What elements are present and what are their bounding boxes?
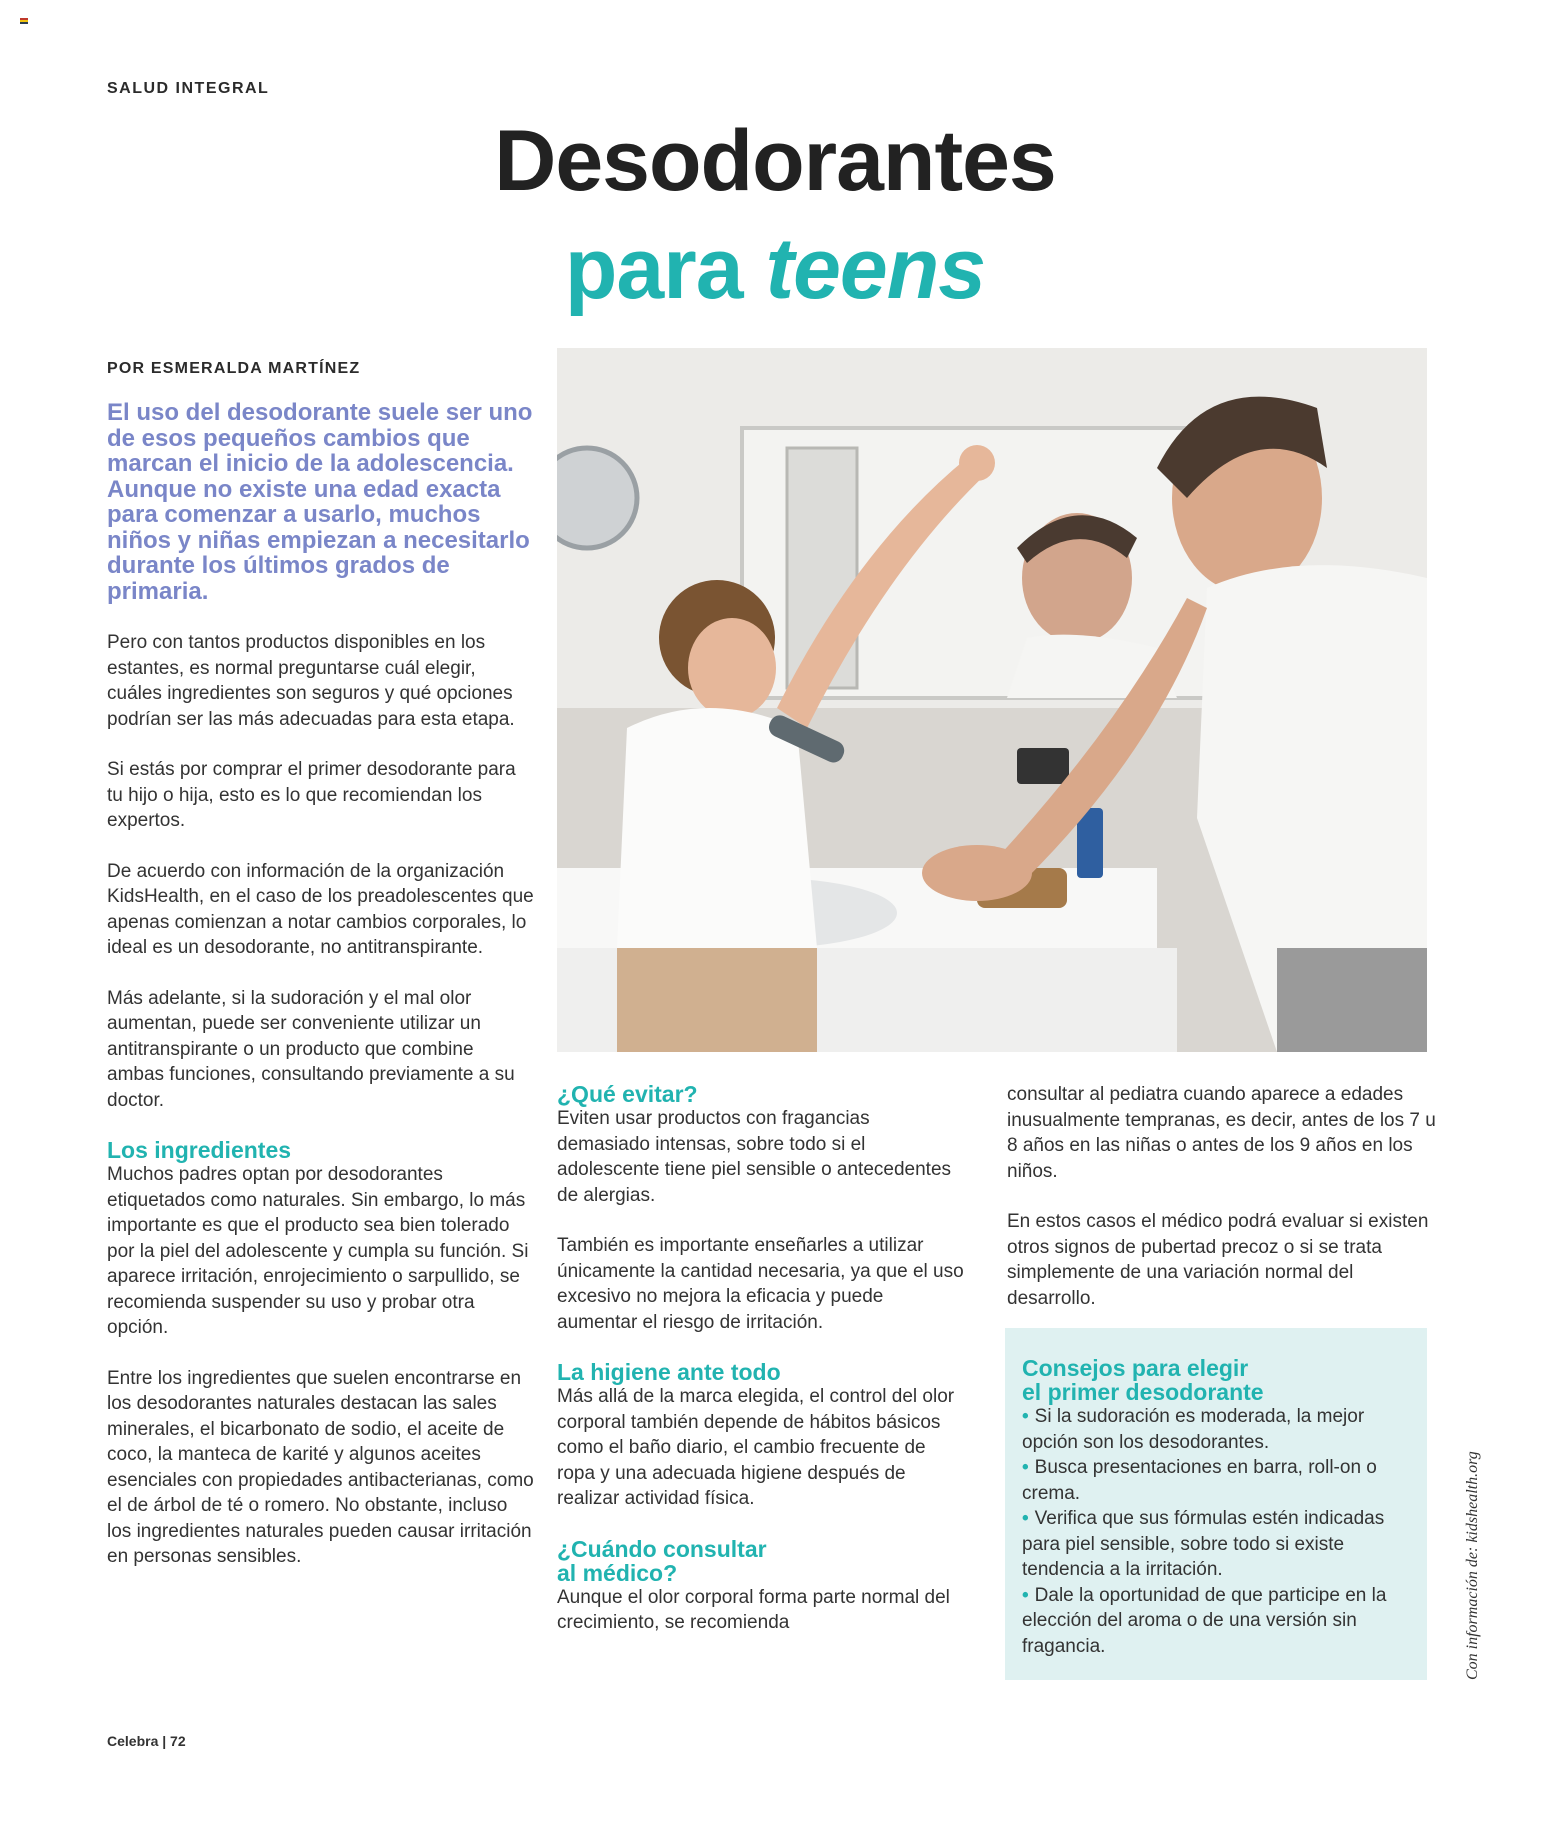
subheading-line: al médico? [557, 1559, 678, 1586]
body-paragraph: También es importante enseñarles a utilizar únicamente la cantidad necesaria, ya que el uso excesivo no mejora la eficacia y puede aumentar el riesgo de irritación. [557, 1235, 964, 1333]
tip-text: Busca presentaciones en barra, roll-on o crema. [1022, 1457, 1377, 1504]
tips-title-line: el primer desodorante [1022, 1379, 1264, 1405]
byline: POR ESMERALDA MARTÍNEZ [107, 360, 361, 377]
headline-para: para [564, 221, 766, 317]
bullet-icon: • [1022, 1406, 1029, 1427]
tip-item [1022, 1404, 1411, 1455]
subheading-que-evitar: ¿Qué evitar? [557, 1081, 698, 1107]
body-paragraph: Aunque el olor corporal forma parte normal del crecimiento, se recomienda [557, 1586, 950, 1633]
tips-title [1022, 1356, 1411, 1404]
body-paragraph: Más adelante, si la sudoración y el mal olor aumentan, puede ser conveniente utilizar un antitranspirante o un producto que combine ambas funciones, consultando previamente a su doctor. [107, 987, 515, 1111]
subheading-ingredientes: Los ingredientes [107, 1137, 292, 1163]
headline-line1: Desodorantes [494, 113, 1056, 209]
body-paragraph: Eviten usar productos con fragancias demasiado intensas, sobre todo si el adolescente tiene piel sensible o antecedentes de alergias. [557, 1108, 952, 1206]
column-1 [107, 630, 535, 1595]
photo-father-son-bathroom [557, 348, 1427, 1052]
bullet-icon: • [1022, 1457, 1029, 1478]
body-paragraph: Entre los ingredientes que suelen encontrarse en los desodorantes naturales destacan las sales minerales, el bicarbonato de sodio, el aceite de coco, la manteca de karité y algunos aceites esenciales con propiedades antibacterianas, como el de árbol de té o romero. No obstante, incluso los ingredientes naturales pueden causar irritación en personas sensibles. [107, 1367, 534, 1567]
body-paragraph: En estos casos el médico podrá evaluar si existen otros signos de pubertad precoz o si se trata simplemente de una variación normal del desarrollo. [1007, 1211, 1429, 1309]
section-label: SALUD INTEGRAL [107, 80, 270, 97]
subheading-line: ¿Cuándo consultar [557, 1535, 767, 1562]
bullet-icon: • [1022, 1508, 1029, 1529]
headline-teens: teens [765, 221, 986, 317]
tip-item [1022, 1506, 1411, 1583]
source-credit-text: Con información de: kidshealth.org [1464, 1451, 1481, 1680]
body-paragraph: Pero con tantos productos disponibles en los estantes, es normal preguntarse cuál elegir, cuáles ingredientes son seguros y qué opciones podrían ser las más adecuadas para esta etapa. [107, 632, 515, 730]
bullet-icon: • [1022, 1584, 1029, 1606]
column-3 [1007, 1082, 1439, 1336]
body-paragraph: De acuerdo con información de la organización KidsHealth, en el caso de los preadolescentes que apenas comienzan a notar cambios corporales, lo ideal es un desodorante, no antitranspirante. [107, 860, 534, 958]
body-paragraph: Más allá de la marca elegida, el control del olor corporal también depende de hábitos básicos como el baño diario, el cambio frecuente de ropa y una adecuada higiene después de realizar actividad física. [557, 1386, 955, 1509]
subheading-higiene: La higiene ante todo [557, 1359, 781, 1385]
tip-item [1022, 1455, 1411, 1506]
headline-line2 [0, 221, 1550, 317]
column-2 [557, 1082, 967, 1661]
tip-text: Si la sudoración es moderada, la mejor opción son los desodorantes. [1022, 1406, 1365, 1453]
tip-text: Dale la oportunidad de que participe en la elección del aroma o de una versión sin fragancia. [1022, 1584, 1387, 1657]
corner-mark [20, 18, 28, 24]
page-footer: Celebra | 72 [107, 1733, 186, 1749]
subheading-cuando-consultar [557, 1537, 967, 1585]
body-paragraph: Si estás por comprar el primer desodorante para tu hijo o hija, esto es lo que recomiendan los expertos. [107, 759, 516, 831]
body-paragraph: Muchos padres optan por desodorantes etiquetados como naturales. Sin embargo, lo más importante es que el producto sea bien tolerado por la piel del adolescente y cumpla su función. Si aparece irritación, enrojecimiento o sarpullido, se recomienda suspender su uso y probar otra opción. [107, 1164, 529, 1338]
tips-title-line: Consejos para elegir [1022, 1355, 1249, 1381]
tip-text: Verifica que sus fórmulas estén indicadas para piel sensible, sobre todo si existe tendencia a la irritación. [1022, 1508, 1385, 1580]
tips-box [1005, 1328, 1427, 1680]
body-paragraph: consultar al pediatra cuando aparece a edades inusualmente tempranas, es decir, antes de los 7 u 8 años en las niñas o antes de los 9 años en los niños. [1007, 1084, 1436, 1182]
tip-item [1022, 1583, 1411, 1660]
source-credit [1462, 1420, 1482, 1680]
tips-list [1022, 1404, 1411, 1659]
lead-paragraph: El uso del desodorante suele ser uno de esos pequeños cambios que marcan el inicio de la adolescencia. Aunque no existe una edad exacta para comenzar a usarlo, muchos niños y niñas empiezan a necesitarlo durante los últimos grados de primaria. [107, 399, 533, 605]
